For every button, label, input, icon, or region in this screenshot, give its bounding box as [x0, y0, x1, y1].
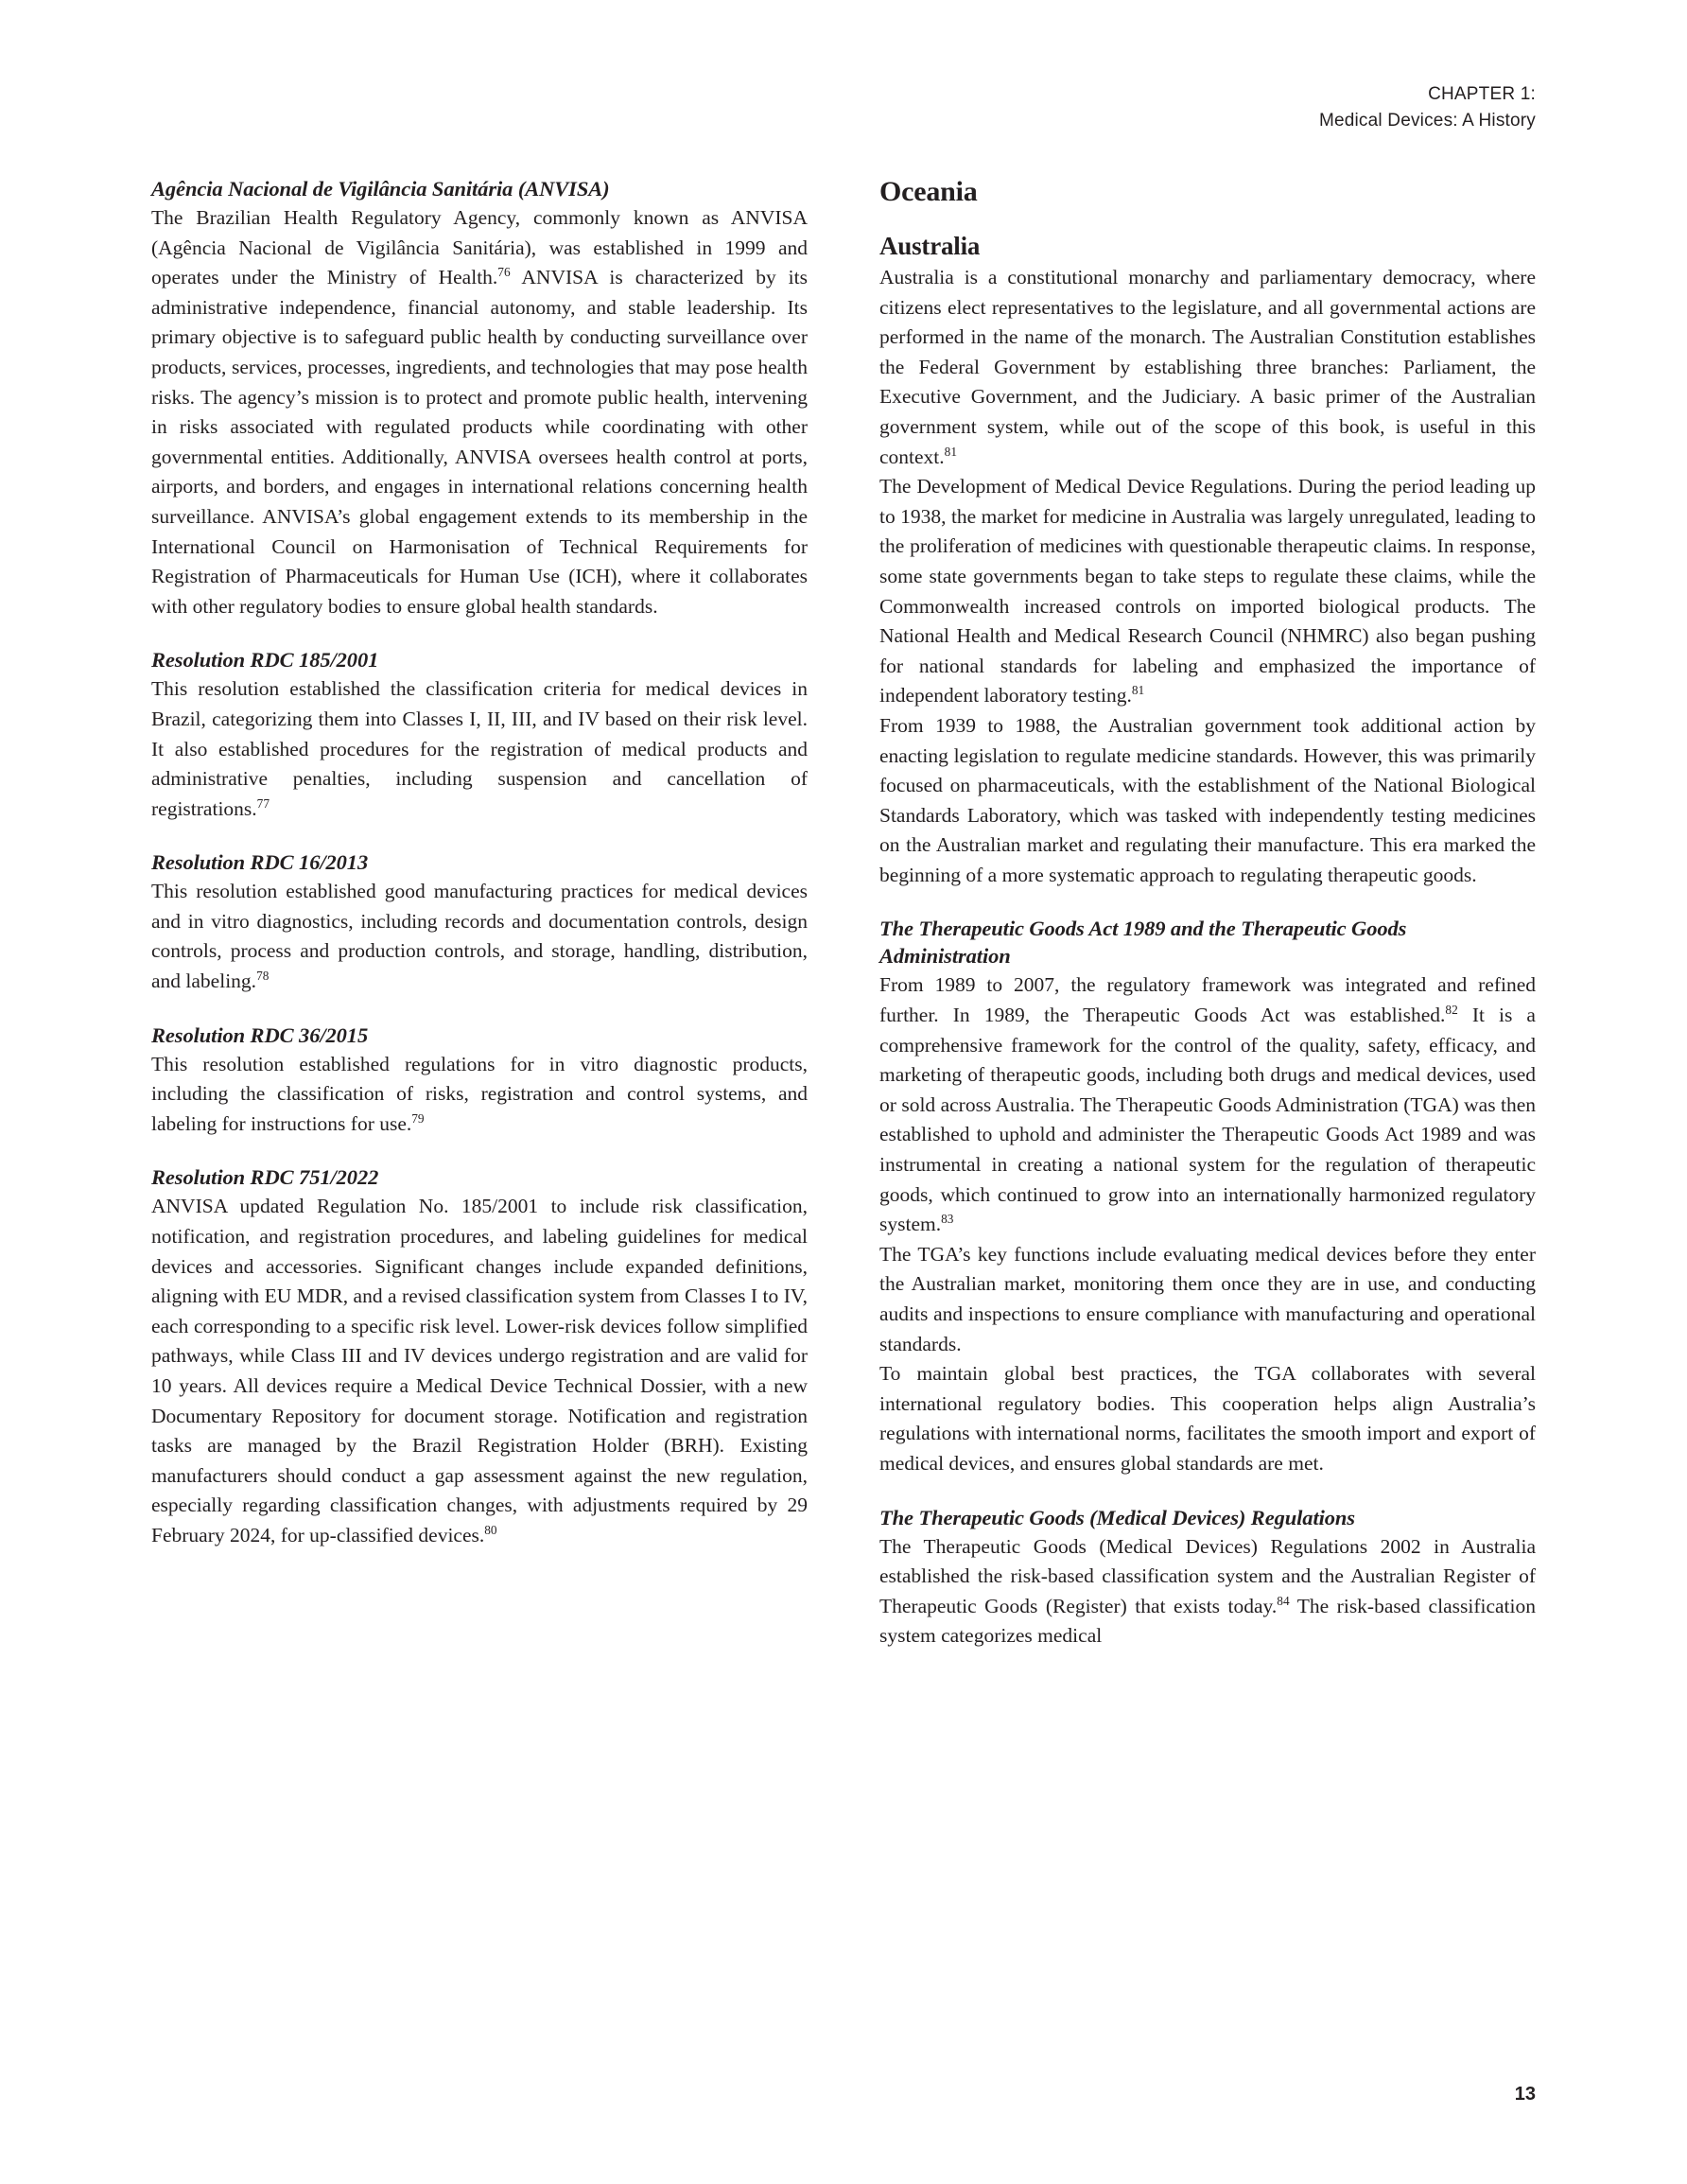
footnote-ref-77: 77: [256, 795, 270, 811]
paragraph-anvisa-text-cont: ANVISA is characterized by its administrative independence, financial autonomy, and stable leadership. Its primary objective is to safeguard public health by conducting surveillance over products, services, processes, ingredients, and technologies that may pose health risks. The agency’s mission is to protect and promote public health, intervening in risks associated with regulated products while coordinating with other governmental entities. Additionally, ANVISA oversees health control at ports, airports, and borders, and engages in international relations concerning health surveillance. ANVISA’s global engagement extends to its membership in the International Council on Harmonisation of Technical Requirements for Registration of Pharmaceuticals for Human Use (ICH), where it collaborates with other regulatory bodies to ensure global health standards.: [151, 266, 808, 618]
heading-oceania: Oceania: [879, 176, 978, 207]
paragraph-australia-1939-1988: From 1939 to 1988, the Australian government took additional action by enacting legislation to regulate medicine standards. However, this was primarily focused on pharmaceuticals, with the establishment of the National Biological Standards Laboratory, which was tasked with independently testing medicines on the Australian market and regulating their manufacture. This era marked the beginning of a more systematic approach to regulating therapeutic goods.: [879, 713, 1536, 886]
paragraph-tg-md-regulations-text-b: The risk-based classification system categorizes medical: [879, 1594, 1536, 1648]
paragraph-tga-framework-text-a: From 1989 to 2007, the regulatory framework was integrated and refined further. In 1989, the Therapeutic Goods Act was established.: [879, 973, 1536, 1027]
heading-rdc-16-2013: Resolution RDC 16/2013: [151, 850, 369, 875]
paragraph-tga-global-practices: To maintain global best practices, the TGA collaborates with several international regulatory bodies. This cooperation helps align Australia’s regulations with international norms, facilitates the smooth import and export of medical devices, and ensures global standards are met.: [879, 1362, 1536, 1475]
heading-therapeutic-goods-act-1989: The Therapeutic Goods Act 1989 and the Therapeutic Goods Administration: [879, 917, 1407, 969]
paragraph-rdc-16-2013: [151, 877, 808, 996]
footnote-ref-79: 79: [411, 1110, 425, 1126]
heading-rdc-185-2001: Resolution RDC 185/2001: [151, 648, 379, 673]
running-header: [1319, 81, 1536, 133]
heading-australia: Australia: [879, 232, 981, 260]
page-number: 13: [1514, 2084, 1536, 2105]
paragraph-rdc-36-text: This resolution established regulations for in vitro diagnostic products, including the classification of risks, registration and control systems, and labeling for instructions for use.: [151, 1052, 808, 1135]
paragraph-rdc-185-2001: [151, 674, 808, 824]
paragraph-tga-framework-text-b: It is a comprehensive framework for the control of the quality, safety, efficacy, and marketing of therapeutic goods, including both drugs and medical devices, used or sold across Australia. The Therapeutic Goods Administration (TGA) was then established to uphold and administer the Therapeutic Goods Act 1989 and was instrumental in creating a national system for the regulation of therapeutic goods, which continued to grow into an internationally harmonized regulatory system.: [879, 1004, 1536, 1236]
header-chapter-label: CHAPTER 1:: [1428, 84, 1536, 104]
paragraph-rdc-36-2015: [151, 1050, 808, 1140]
footnote-ref-84: 84: [1277, 1593, 1290, 1608]
paragraph-tga-key-functions: The TGA’s key functions include evaluating medical devices before they enter the Australian market, monitoring them once they are in use, and conducting audits and inspections to ensure compliance with manufacturing and operational standards.: [879, 1242, 1536, 1355]
footnote-ref-81a: 81: [944, 444, 957, 459]
paragraph-australia-overview-text: Australia is a constitutional monarchy and parliamentary democracy, where citizens elect representatives to the legislature, and all governmental actions are performed in the name of the monarch. The Australian Constitution establishes the Federal Government by establishing three branches: Parliament, the Executive Government, and the Judiciary. A basic primer of the Australian government system, while out of the scope of this book, is useful in this context.: [879, 266, 1536, 468]
paragraph-australia-development-text: The Development of Medical Device Regulations. During the period leading up to 1938, the market for medicine in Australia was largely unregulated, leading to the proliferation of medicines with questionable therapeutic claims. In response, some state governments began to take steps to regulate these claims, while the Commonwealth increased controls on imported biological products. The National Health and Medical Research Council (NHMRC) also began pushing for national standards for labeling and emphasized the importance of independent laboratory testing.: [879, 475, 1536, 708]
two-column-body: [151, 175, 1536, 1651]
footnote-ref-83: 83: [941, 1212, 954, 1227]
paragraph-rdc-16-text: This resolution established good manufacturing practices for medical devices and in vitro diagnostics, including records and documentation controls, design controls, process and production controls, and storage, handling, distribution, and labeling.: [151, 880, 808, 993]
paragraph-tg-md-regulations: [879, 1532, 1536, 1651]
header-chapter-title: Medical Devices: A History: [1318, 110, 1536, 131]
heading-anvisa: Agência Nacional de Vigilância Sanitária (ANVISA): [151, 177, 610, 201]
paragraph-tga-framework: [879, 970, 1536, 1239]
footnote-ref-81b: 81: [1131, 683, 1145, 698]
paragraph-rdc-751-text: ANVISA updated Regulation No. 185/2001 to include risk classification, notification, and registration procedures, and labeling guidelines for medical devices and accessories. Significant changes include expanded definitions, aligning with EU MDR, and a revised classification system from Classes I to IV, each corresponding to a specific risk level. Lower-risk devices follow simplified pathways, while Class III and IV devices undergo registration and are valid for 10 years. All devices require a Medical Device Technical Dossier, with a new Documentary Repository for document storage. Notification and registration tasks are managed by the Brazil Registration Holder (BRH). Existing manufacturers should conduct a gap assessment against the new regulation, especially regarding classification changes, with adjustments required by 29 February 2024, for up-classified devices.: [151, 1195, 808, 1546]
left-column: [151, 175, 808, 1651]
heading-tg-medical-devices-regulations: The Therapeutic Goods (Medical Devices) Regulations: [879, 1505, 1355, 1529]
footnote-ref-76: 76: [497, 265, 511, 280]
heading-rdc-751-2022: Resolution RDC 751/2022: [151, 1165, 379, 1190]
paragraph-australia-development: [879, 472, 1536, 711]
paragraph-rdc-751-2022: [151, 1192, 808, 1550]
paragraph-anvisa: [151, 203, 808, 621]
paragraph-australia-overview: [879, 263, 1536, 472]
paragraph-rdc-185-text: This resolution established the classification criteria for medical devices in Brazil, categorizing them into Classes I, II, III, and IV based on their risk level. It also established procedures for the registration of medical products and administrative penalties, including suspension and cancellation of registrations.: [151, 677, 808, 820]
footnote-ref-82: 82: [1445, 1002, 1458, 1017]
footnote-ref-78: 78: [256, 968, 270, 983]
paragraph-anvisa-text: The Brazilian Health Regulatory Agency, commonly known as ANVISA (Agência Nacional de Vigilância Sanitária), was established in 1999 and operates under the Ministry of Health.: [151, 206, 808, 289]
footnote-ref-80: 80: [484, 1522, 497, 1537]
right-column: [879, 175, 1536, 1651]
paragraph-tg-md-regulations-text-a: The Therapeutic Goods (Medical Devices) Regulations 2002 in Australia established the risk-based classification system and the Australian Register of Therapeutic Goods (Register) that exists today.: [879, 1534, 1536, 1617]
heading-rdc-36-2015: Resolution RDC 36/2015: [151, 1022, 369, 1047]
